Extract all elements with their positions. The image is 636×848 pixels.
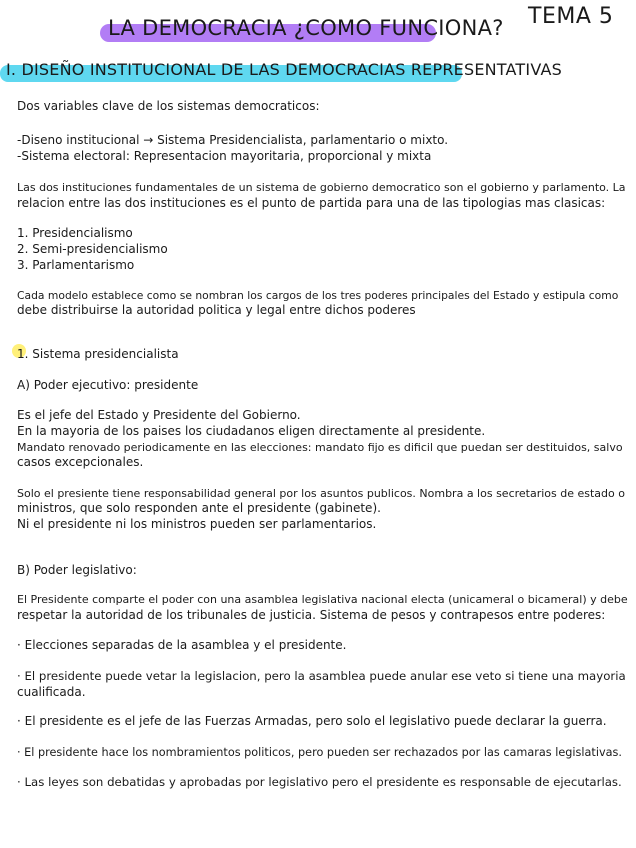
- intro-text: Dos variables clave de los sistemas democraticos:: [17, 99, 320, 113]
- legislativo-line-2: respetar la autoridad de los tribunales de justicia. Sistema de pesos y contrapesos entre poderes:: [17, 608, 606, 622]
- list-item: 2. Semi-presidencialismo: [17, 242, 168, 256]
- variable-1: -Diseno institucional → Sistema Presidencialista, parlamentario o mixto.: [17, 133, 449, 147]
- ejecutivo-line-1: Es el jefe del Estado y Presidente del Gobierno.: [17, 408, 301, 422]
- section-title: I. DISEÑO INSTITUCIONAL DE LAS DEMOCRACIAS REPRESENTATIVAS: [6, 60, 562, 79]
- poder-legislativo-heading: B) Poder legislativo:: [17, 563, 137, 577]
- variable-2: -Sistema electoral: Representacion mayoritaria, proporcional y mixta: [17, 149, 432, 163]
- section-heading: [0, 58, 562, 86]
- title-text: LA DEMOCRACIA ¿COMO FUNCIONA?: [108, 16, 504, 40]
- ejecutivo-line-5: Solo el presiente tiene responsabilidad general por los asuntos publicos. Nombra a los secretarios de estado o: [17, 487, 625, 500]
- ejecutivo-line-3: Mandato renovado periodicamente en las elecciones: mandato fijo es dificil que puedan ser destituidos, salvo: [17, 441, 623, 454]
- ejecutivo-line-6: ministros, que solo responden ante el presidente (gabinete).: [17, 501, 381, 515]
- subsection-text: Sistema presidencialista: [32, 347, 179, 361]
- poder-ejecutivo-heading: A) Poder ejecutivo: presidente: [17, 378, 199, 392]
- subsection-number: 1.: [17, 347, 29, 361]
- modelo-line-1: Cada modelo establece como se nombran los cargos de los tres poderes principales del Estado y estipula como: [17, 289, 619, 302]
- list-item: 3. Parlamentarismo: [17, 258, 135, 272]
- ejecutivo-line-7: Ni el presidente ni los ministros pueden ser parlamentarios.: [17, 517, 377, 531]
- bullet-item: · El presidente puede vetar la legislacion, pero la asamblea puede anular ese veto si tiene una mayoria: [17, 669, 626, 683]
- bullet-item: · Elecciones separadas de la asamblea y el presidente.: [17, 638, 347, 652]
- bullet-item: · Las leyes son debatidas y aprobadas por legislativo pero el presidente es responsable de ejecutarlas.: [17, 775, 622, 789]
- list-item: 1. Presidencialismo: [17, 226, 133, 240]
- bullet-item-continuation: cualificada.: [17, 685, 86, 699]
- tema-label: TEMA 5: [528, 4, 614, 29]
- ejecutivo-line-4: casos excepcionales.: [17, 455, 144, 469]
- subsection-title: [17, 347, 179, 363]
- legislativo-line-1: El Presidente comparte el poder con una asamblea legislativa nacional electa (unicameral o bicameral) y debe: [17, 593, 628, 606]
- ejecutivo-line-2: En la mayoria de los paises los ciudadanos eligen directamente al presidente.: [17, 424, 486, 438]
- instituciones-line-2: relacion entre las dos instituciones es el punto de partida para una de las tipologias mas clasicas:: [17, 196, 606, 210]
- page-title: [100, 14, 504, 48]
- bullet-item: · El presidente hace los nombramientos politicos, pero pueden ser rechazados por las camaras legislativas.: [17, 746, 622, 759]
- modelo-line-2: debe distribuirse la autoridad politica y legal entre dichos poderes: [17, 303, 416, 317]
- bullet-item: · El presidente es el jefe de las Fuerzas Armadas, pero solo el legislativo puede declarar la guerra.: [17, 714, 607, 728]
- instituciones-line-1: Las dos instituciones fundamentales de un sistema de gobierno democratico son el gobierno y parlamento. La: [17, 181, 626, 194]
